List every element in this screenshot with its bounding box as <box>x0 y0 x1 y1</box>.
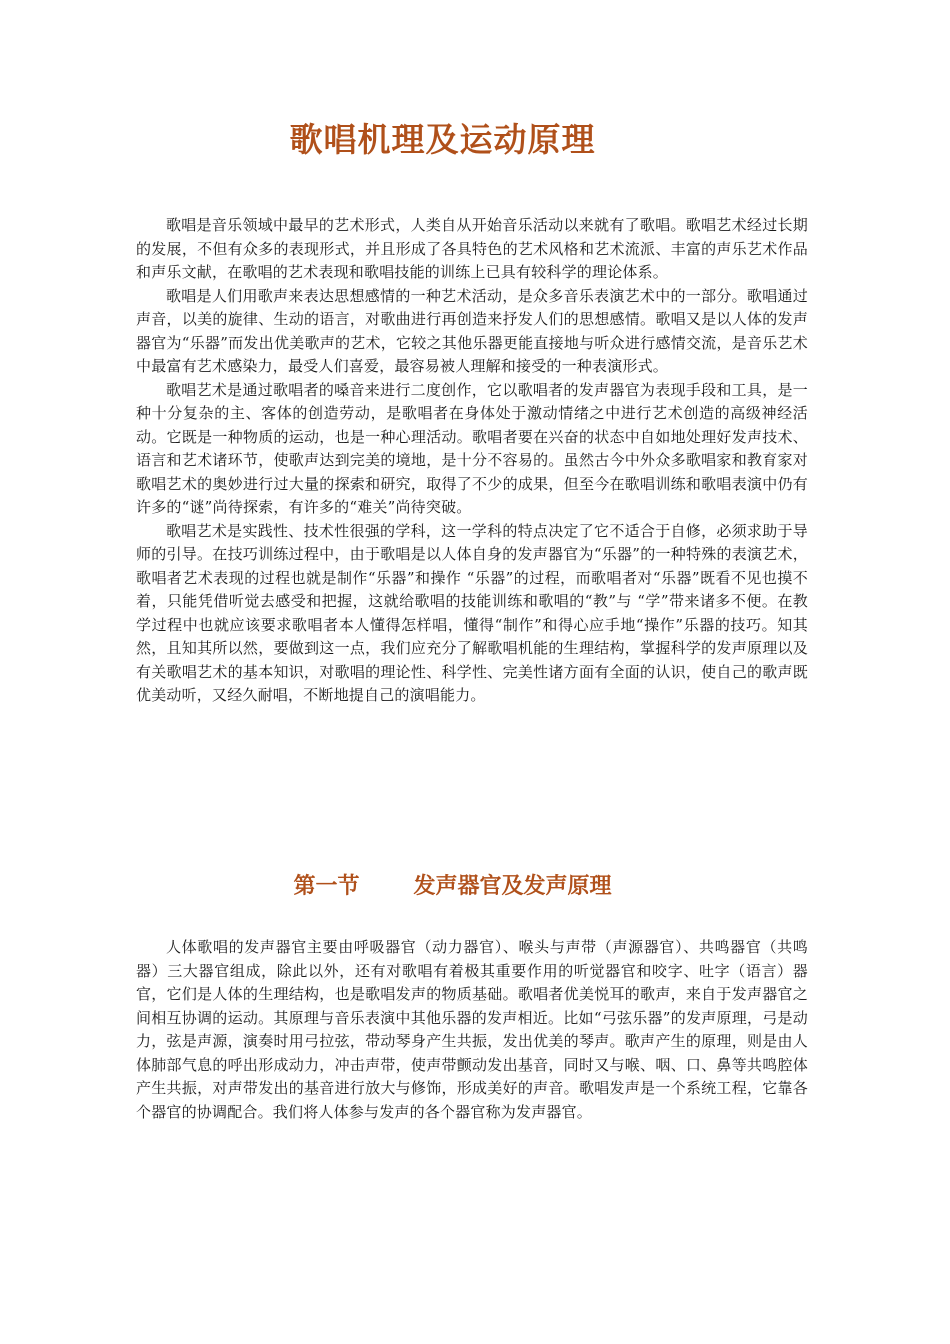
section-title: 发声器官及发声原理 <box>413 873 612 899</box>
section-number: 第一节 <box>293 873 360 899</box>
intro-paragraph-4: 歌唱艺术是实践性、技术性很强的学科，这一学科的特点决定了它不适合于自修，必须求助于导师的引导。在技巧训练过程中，由于歌唱是以人体自身的发声器官为“乐器”的一种特殊的表演艺术，歌唱者艺术表现的过程也就是制作“乐器”和操作 “乐器”的过程，而歌唱者对“乐器”既看不见也摸不着，只能凭借听觉去感受和把握，这就给歌唱的技能训练和歌唱的“教”与 “学”带来诸多不便。在教学过程中也就应该要求歌唱者本人懂得怎样唱，懂得“制作”和得心应手地“操作”乐器的技巧。知其然，且知其所以然，要做到这一点，我们应充分了解歌唱机能的生理结构，掌握科学的发声原理以及有关歌唱艺术的基本知识，对歌唱的理论性、科学性、完美性诸方面有全面的认识，使自己的歌声既优美动听，又经久耐唱，不断地提自己的演唱能力。 <box>136 521 808 704</box>
section1-body <box>136 936 808 1124</box>
intro-paragraph-2: 歌唱是人们用歌声来表达思想感情的一种艺术活动，是众多音乐表演艺术中的一部分。歌唱通过声音，以美的旋律、生动的语言，对歌曲进行再创造来抒发人们的思想感情。歌唱又是以人体的发声器官为“乐器”而发出优美歌声的艺术，它较之其他乐器更能直接地与听众进行感情交流，是音乐艺术中最富有艺术感染力，最受人们喜爱，最容易被人理解和接受的一种表演形式。 <box>136 286 808 375</box>
intro-paragraph-3: 歌唱艺术是通过歌唱者的嗓音来进行二度创作，它以歌唱者的发声器官为表现手段和工具，是一种十分复杂的主、客体的创造劳动，是歌唱者在身体处于激动情绪之中进行艺术创造的高级神经活动。它既是一种物质的运动，也是一种心理活动。歌唱者要在兴奋的状态中自如地处理好发声技术、语言和艺术诸环节，使歌声达到完美的境地，是十分不容易的。虽然古今中外众多歌唱家和教育家对歌唱艺术的奥妙进行过大量的探索和研究，取得了不少的成果，但至今在歌唱训练和歌唱表演中仍有许多的“谜”尚待探索，有许多的“难关”尚待突破。 <box>136 380 808 516</box>
document-title: 歌唱机理及运动原理 <box>289 120 596 159</box>
intro-section <box>136 214 808 708</box>
section1-paragraph-1: 人体歌唱的发声器官主要由呼吸器官（动力器官）、喉头与声带（声源器官）、共鸣器官（共鸣器）三大器官组成，除此以外，还有对歌唱有着极其重要作用的听觉器官和咬字、吐字（语言）器官，它们是人体的生理结构，也是歌唱发声的物质基础。歌唱者优美悦耳的歌声，来自于发声器官之间相互协调的运动。其原理与音乐表演中其他乐器的发声相近。比如“弓弦乐器”的发声原理，弓是动力，弦是声源，演奏时用弓拉弦，带动琴身产生共振，发出优美的琴声。歌声产生的原理，则是由人体肺部气息的呼出形成动力，冲击声带，使声带颤动发出基音，同时又与喉、咽、口、鼻等共鸣腔体产生共振，对声带发出的基音进行放大与修饰，形成美好的声音。歌唱发声是一个系统工程，它靠各个器官的协调配合。我们将人体参与发声的各个器官称为发声器官。 <box>136 938 808 1121</box>
intro-paragraph-1: 歌唱是音乐领域中最早的艺术形式，人类自从开始音乐活动以来就有了歌唱。歌唱艺术经过长期的发展，不但有众多的表现形式，并且形成了各具特色的艺术风格和艺术流派、丰富的声乐艺术作品和声乐文献，在歌唱的艺术表现和歌唱技能的训练上已具有较科学的理论体系。 <box>136 216 808 281</box>
section-heading <box>0 868 905 904</box>
